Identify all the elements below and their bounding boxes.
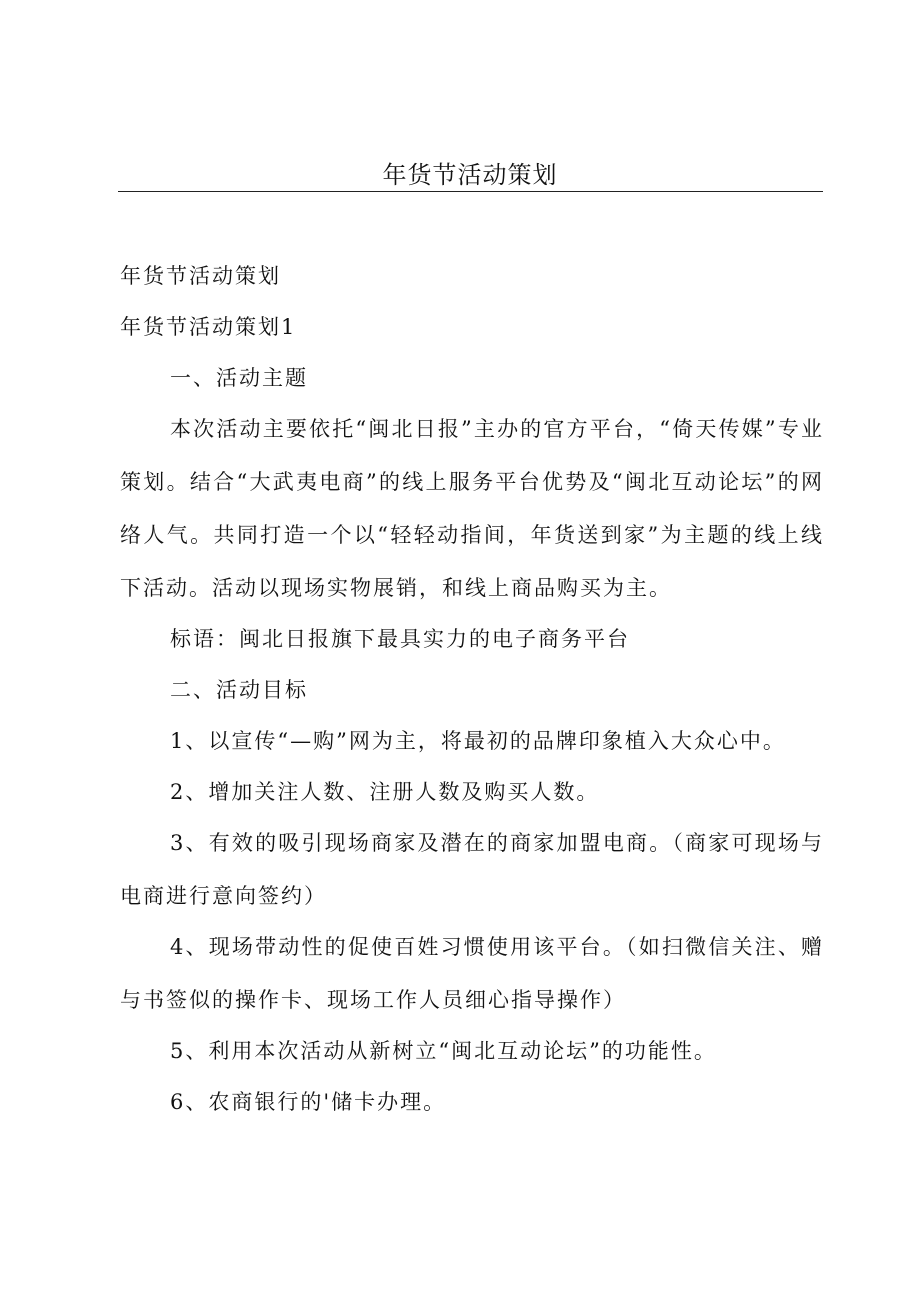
goal-item: 1、以宣传“—购”网为主，将最初的品牌印象植入大众心中。 <box>170 729 786 753</box>
document-title: 年货节活动策划 <box>120 264 281 288</box>
goal-item: 6、农商银行的'储卡办理。 <box>170 1090 447 1114</box>
document-body <box>120 262 824 1139</box>
document-subtitle: 年货节活动策划1 <box>120 315 297 339</box>
header-divider <box>118 191 823 192</box>
section-heading-theme: 一、活动主题 <box>170 366 308 390</box>
page-header-title: 年货节活动策划 <box>382 161 558 189</box>
goal-item: 5、利用本次活动从新树立“闽北互动论坛”的功能性。 <box>170 1039 717 1063</box>
slogan-line: 标语：闽北日报旗下最具实力的电子商务平台 <box>170 627 630 651</box>
goal-item: 2、增加关注人数、注册人数及购买人数。 <box>170 780 600 804</box>
section-heading-goals: 二、活动目标 <box>170 678 308 702</box>
theme-paragraph: 本次活动主要依托“闽北日报”主办的官方平台，“倚天传媒”专业策划。结合“大武夷电商”的线上服务平台优势及“闽北互动论坛”的网络人气。共同打造一个以“轻轻动指间，年货送到家”为主题的线上线下活动。活动以现场实物展销，和线上商品购买为主。 <box>120 417 824 600</box>
goal-item: 3、有效的吸引现场商家及潜在的商家加盟电商。（商家可现场与电商进行意向签约） <box>120 831 824 908</box>
goal-item: 4、现场带动性的促使百姓习惯使用该平台。（如扫微信关注、赠与书签似的操作卡、现场工作人员细心指导操作） <box>120 935 824 1012</box>
